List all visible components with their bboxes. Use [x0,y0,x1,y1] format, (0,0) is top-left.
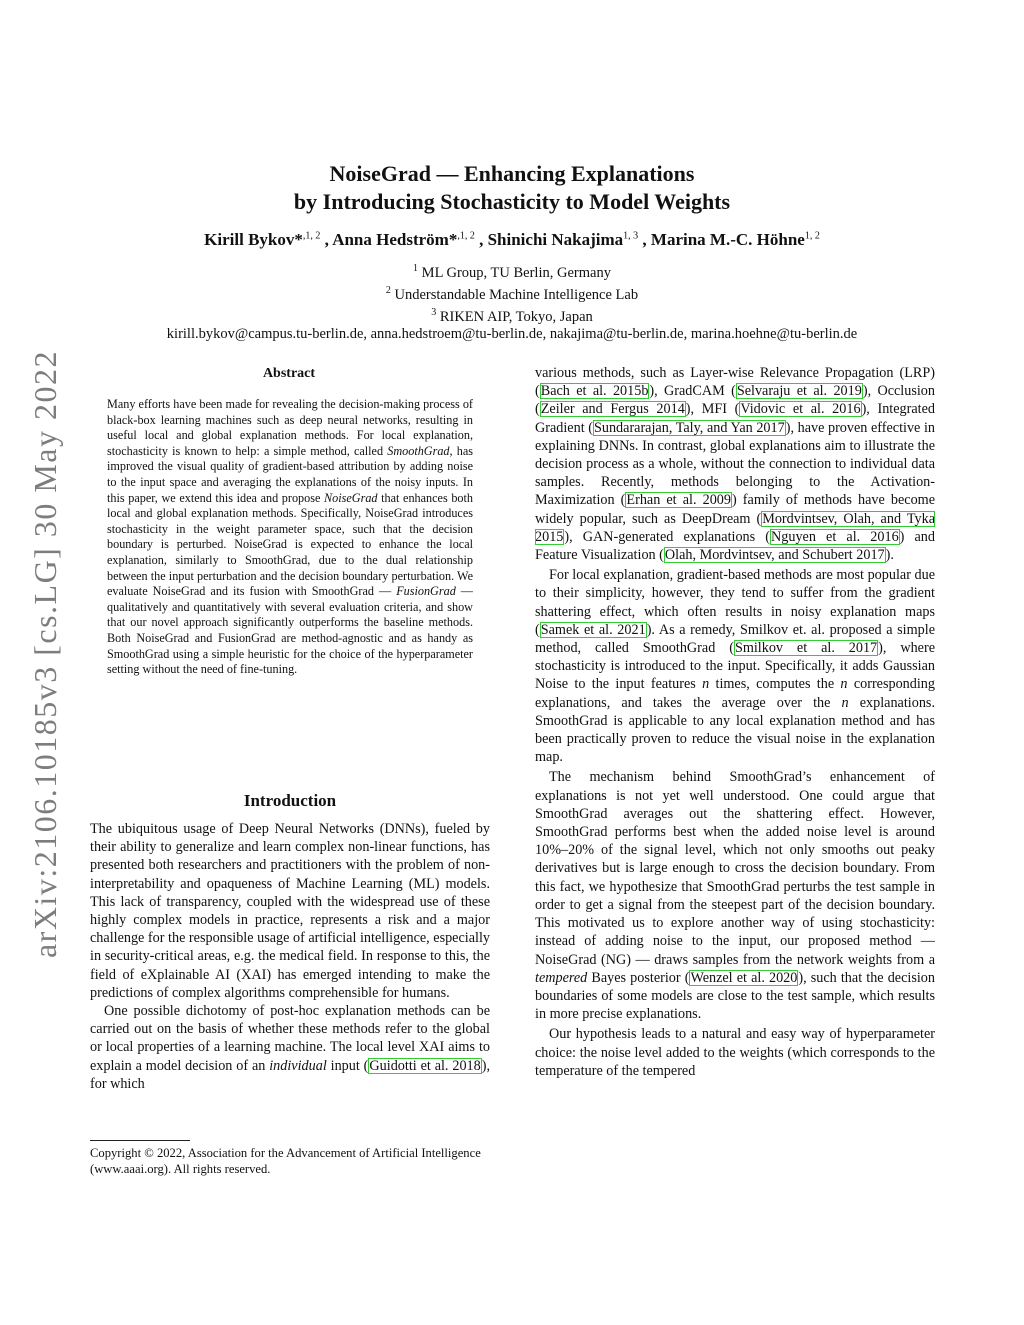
citation-link[interactable]: Samek et al. 2021 [540,621,646,638]
citation-link[interactable]: Vidovic et al. 2016 [740,401,861,418]
affiliations [60,260,964,343]
affiliation: $^3$ RIKEN AIP, Tokyo, Japan [431,306,593,325]
author-list: Kirill Bykov*$^{,1, 2}$ , Anna Hedström*$^{,1, 2}$ , Shinichi Nakajima$^{1, 3}$ , Marina M.-C. Höhne$^{1, 2}$ [204,230,820,249]
author-name: Kirill Bykov* [204,230,303,249]
citation-link[interactable]: Nguyen et al. 2016 [771,528,899,545]
abstract-body: Many efforts have been made for revealing the decision-making process of black-box learning machines such as deep neural networks, resulting in useful local and global explanation methods. For local explanation, stochasticity is known to help: a simple method, called SmoothGrad, has improved the visual quality of gradient-based attribution by adding noise to the input space and averaging the explanations of the noisy inputs. In this paper, we extend this idea and propose NoiseGrad that enhances both local and global explanation methods. Specifically, NoiseGrad introduces stochasticity in the weight parameter space, such that the decision boundary is perturbed. NoiseGrad is expected to enhance the local explanation, similarly to SmoothGrad, due to the dual relationship between the input perturbation and the decision boundary perturbation. We evaluate NoiseGrad and its fusion with SmoothGrad — FusionGrad — qualitatively and quantitatively with several evaluation criteria, and show that our novel approach significantly outperforms the baseline methods. Both NoiseGrad and FusionGrad are method-agnostic and as handy as SmoothGrad using a simple heuristic for the choice of the hyperparameter setting without the need of fine-tuning. [107,397,473,677]
citation-link[interactable]: Selvaraju et al. 2019 [736,383,862,400]
author-name: Marina M.-C. Höhne [650,230,805,249]
citation-link[interactable]: Smilkov et al. 2017 [734,640,878,657]
paragraph: Our hypothesis leads to a natural and easy way of hyperparameter choice: the noise level added to the weights (which corresponds to the temperature of the tempered [535,1026,935,1079]
paragraph: various methods, such as Layer-wise Relevance Propagation (LRP) (Bach et al. 2015b), GradCAM (Selvaraju et al. 2019), Occlusion (Zeiler and Fergus 2014), MFI (Vidovic et al. 2016), Integrated Gradient (Sundararajan, Taly, and Yan 2017), have proven effective in explaining DNNs. In contrast, global explanations aim to illustrate the decision process as a whole, without the connection to individual data samples. Recently, methods belonging to the Activation-Maximization (Erhan et al. 2009) family of methods have become widely popular, such as DeepDream (Mordvintsev, Olah, and Tyka 2015), GAN-generated explanations (Nguyen et al. 2016) and Feature Visualization (Olah, Mordvintsev, and Schubert 2017). [535,365,935,564]
affiliation: $^2$ Understandable Machine Intelligence Lab [385,284,639,303]
citation-link[interactable]: Guidotti et al. 2018 [369,1057,481,1074]
paper-title: NoiseGrad — Enhancing Explanations by Introducing Stochasticity to Model Weights [293,161,731,214]
paragraph: For local explanation, gradient-based methods are most popular due to their simplicity, however, they tend to suffer from the gradient shattering effect, which often results in noisy explanation maps (Samek et al. 2021). As a remedy, Smilkov et. al. proposed a simple method, called SmoothGrad (Smilkov et al. 2017), where stochasticity is introduced to the input. Specifically, it adds Gaussian Noise to the input features n times, computes the n corresponding explanations, and takes the average over the n explanations. SmoothGrad is applicable to any local explanation method and has been practically proven to reduce the visual noise in the explanation map. [535,567,935,766]
citation-link[interactable]: Zeiler and Fergus 2014 [540,401,685,418]
paragraph: The mechanism behind SmoothGrad’s enhancement of explanations is not yet well understood. One could argue that SmoothGrad averages out the shattering effect. However, SmoothGrad performs best when the added noise level is around 10%–20% of the signal level, which not only smooths out peaky derivatives but is large enough to cross the decision boundary. From this fact, we hypothesize that SmoothGrad perturbs the test sample in order to get a signal from the steepest part of the decision boundary. This motivated us to explore another way of using stochasticity: instead of adding noise to the input, our proposed method — NoiseGrad (NG) — draws samples from the network weights from a tempered Bayes posterior (Wenzel et al. 2020), such that the decision boundaries of some models are close to the test sample, which results in more precise explanations. [535,769,935,1023]
right-column-body [535,364,935,1080]
citation-link[interactable]: Sundararajan, Taly, and Yan 2017 [593,419,785,436]
arxiv-identifier: arXiv:2106.10185v3 [cs.LG] 30 May 2022 [26,349,63,959]
abstract-heading: Abstract [262,366,316,381]
affiliation: $^1$ ML Group, TU Berlin, Germany [413,263,611,281]
paragraph: One possible dichotomy of post-hoc explanation methods can be carried out on the basis of whether these methods refer to the global or local properties of a learning machine. The local level XAI aims to explain a model decision of an individual input (Guidotti et al. 2018), for which [90,1003,491,1092]
author-emails: kirill.bykov@campus.tu-berlin.de, anna.hedstroem@tu-berlin.de, nakajima@tu-berlin.de, marina.hoehne@tu-berlin.de [166,326,858,343]
citation-link[interactable]: Erhan et al. 2009 [626,492,731,509]
section-heading-introduction: Introduction [243,791,337,810]
left-column-body [90,820,490,1093]
author-name: Shinichi Nakajima [487,230,624,249]
citation-link[interactable]: Mordvintsev, Olah, and Tyka 2015 [535,510,935,545]
footnote-rule [90,1140,190,1141]
copyright-footnote: Copyright © 2022, Association for the Advancement of Artificial Intelligence (www.aaai.org). All rights reserved. [90,1146,481,1176]
citation-link[interactable]: Olah, Mordvintsev, and Schubert 2017 [664,547,885,564]
citation-link[interactable]: Wenzel et al. 2020 [690,969,798,986]
paragraph: The ubiquitous usage of Deep Neural Networks (DNNs), fueled by their ability to generalize and learn complex non-linear functions, has presented both researchers and practitioners with the problem of non-interpretability and opaqueness of Machine Learning (ML) models. This lack of transparency, coupled with the widespread use of these highly complex models in practice, represents a risk and a major challenge for the responsible usage of artificial intelligence, especially in security-critical areas, e.g. the medical field. In response to this, the field of eXplainable AI (XAI) has emerged intending to make the predictions of complex algorithms comprehensible for humans. [90,821,490,1001]
author-name: Anna Hedström* [332,230,458,249]
citation-link[interactable]: Bach et al. 2015b [540,383,649,400]
